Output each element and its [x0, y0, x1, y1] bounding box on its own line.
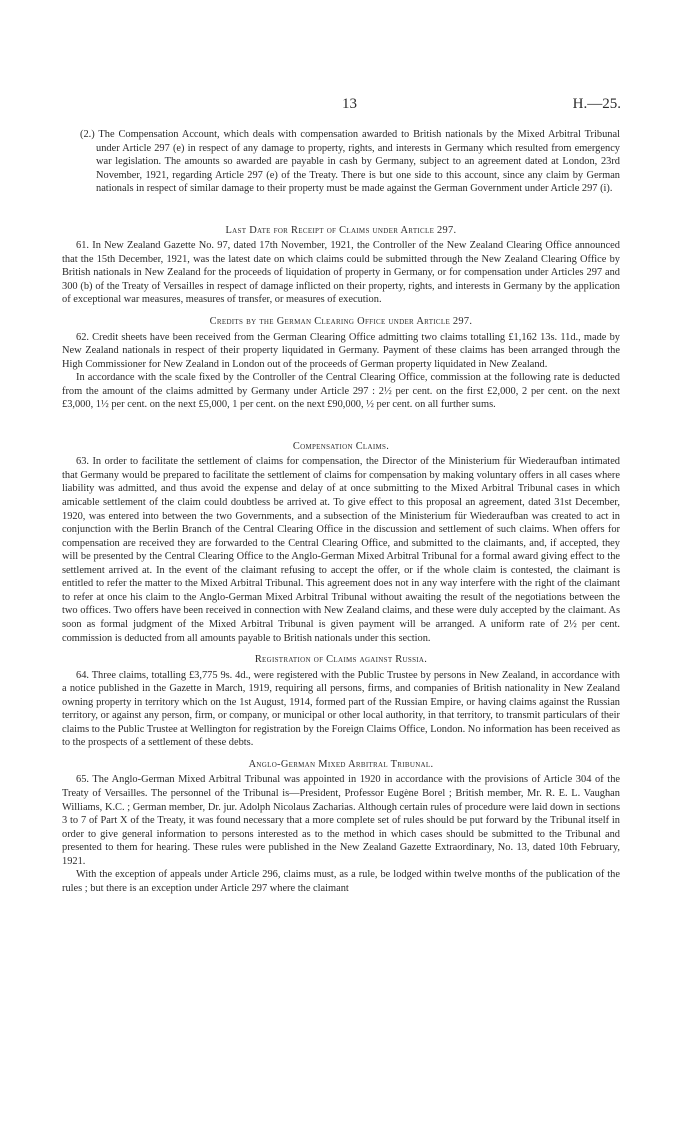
paragraph-65-continued: With the exception of appeals under Article 296, claims must, as a rule, be lodged within twelve months of the publication of the rules ; but there is an exception under Article 297 where the claimant — [62, 869, 620, 894]
paragraph-compensation-account: (2.) The Compensation Account, which deals with compensation awarded to British nationals by the Mixed Arbitral Tribunal under Article 297 (e) in respect of any damage to property, rights, and interests in Germany which resulted from emergency war legislation. The amounts so awarded are payable in cash by Germany, subject to an agreement dated at London, 23rd November, 1921, regarding Article 297 (e) of the Treaty. There is but one side to this account, since any claim by German nationals in respect of similar damage to their property must be made against the German Government under Article 297 (i). — [80, 129, 620, 195]
paragraph-61: 61. In New Zealand Gazette No. 97, dated 17th November, 1921, the Controller of the New Zealand Clearing Office announced that the 15th December, 1921, was the latest date on which claims could be submitted through the New Zealand Clearing Office by British nationals in New Zealand for the proceeds of liquidation of property in Germany, or for compensation under Articles 297 and 300 (b) of the Treaty of Versailles in respect of damage inflicted on their property, rights, and interests in Germany by the application of exceptional war measures, measures of transfer, or measures of execution. — [62, 240, 620, 306]
page-number: 13 — [342, 96, 357, 112]
paragraph-62: 62. Credit sheets have been received from the German Clearing Office admitting two claims totalling £1,162 13s. 11d., made by New Zealand nationals in respect of their property liquidated in Germany. Payment of these claims has been arranged through the High Commissioner for New Zealand in London out of the proceeds of German property liquidated in New Zealand. — [62, 331, 620, 370]
paragraph-64: 64. Three claims, totalling £3,775 9s. 4d., were registered with the Public Trustee by persons in New Zealand, in accordance with a notice published in the Gazette in March, 1919, requiring all persons, firms, and companies of British nationality in New Zealand owning property in territory which on the 1st August, 1914, formed part of the Russian Empire, or having claims against the Russian territory, or against any person, firm, or company, or municipal or other local authority, in that territory, to transmit particulars of their claims to the Public Trustee at Wellington for registration by the Foreign Claims Office, London. No information has been received as to the prospects of a settlement of these debts. — [62, 669, 620, 749]
heading-last-date: Last Date for Receipt of Claims under Article 297. — [225, 224, 457, 236]
heading-credits: Credits by the German Clearing Office under Article 297. — [209, 316, 473, 328]
paragraph-65: 65. The Anglo-German Mixed Arbitral Tribunal was appointed in 1920 in accordance with the provisions of Article 304 of the Treaty of Versailles. The personnel of the Tribunal is—President, Professor Eugène Borel ; British member, Mr. R. E. L. Vaughan Williams, K.C. ; German member, Dr. jur. Adolph Nicolaus Zacharias. Although certain rules of procedure were laid down in sections 3 to 7 of Part X of the Treaty, it was found necessary that a more complete set of rules should be put forward by the Tribunal itself in order to give general information to persons interested as to the method in which cases should be submitted to the Tribunal and presented to them for hearing. These rules were published in the New Zealand Gazette Extraordinary, No. 13, dated 10th February, 1921. — [62, 774, 620, 867]
heading-compensation-claims: Compensation Claims. — [292, 440, 390, 452]
heading-tribunal: Anglo-German Mixed Arbitral Tribunal. — [248, 758, 434, 770]
paragraph-63: 63. In order to facilitate the settlement of claims for compensation, the Director of the Ministerium für Wiederaufban intimated that Germany would be prepared to facilitate the settlement of claims for compensation by making voluntary offers in all cases where liability was admitted, and thus avoid the expense and delay of at once submitting to the Mixed Arbitral Tribunal cases in which amicable settlement of the claim could doubtless be arrived at. To give effect to this proposal an agreement, dated 31st December, 1920, was entered into between the two Governments, and a subsection of the Ministerium für Wiederaufban was created to act in conjunction with the Berlin Branch of the Central Clearing Office in the discussion and settlement of such claims. When offers for compensation are received they are forwarded to the Central Clearing Office, and submitted to the claimants, and, if accepted, they will be presented by the Central Clearing Office to the Anglo-German Mixed Arbitral Tribunal for a formal award giving effect to the settlement arrived at. In the event of the claimant refusing to accept the offer, or if the whole claim is contested, the claimant is entitled to refer the matter to the Mixed Arbitral Tribunal. This agreement does not in any way interfere with the right of the claimant to refer at once his claim to the Anglo-German Mixed Arbitral Tribunal without awaiting the result of the negotiations between the two offices. Two offers have been received in connection with New Zealand claims, and these were duly accepted by the claimant. As soon as formal judgment of the Mixed Arbitral Tribunal is given payment will be arranged. A uniform rate of 2½ per cent. commission is deducted from all amounts payable to British nationals under this section. — [62, 456, 620, 644]
paragraph-62-scale: In accordance with the scale fixed by the Controller of the Central Clearing Office, commission at the following rate is deducted from the amount of the claims admitted by Germany under Article 297 : 2½ per cent. on the first £2,000, 2 per cent. on the next £3,000, 1½ per cent. on the next £5,000, 1 per cent. on the next £90,000, ½ per cent. on all further sums. — [62, 372, 620, 411]
heading-russia: Registration of Claims against Russia. — [254, 654, 428, 666]
document-body — [62, 128, 620, 895]
document-reference: H.—25. — [572, 96, 621, 112]
page-header — [62, 96, 620, 116]
